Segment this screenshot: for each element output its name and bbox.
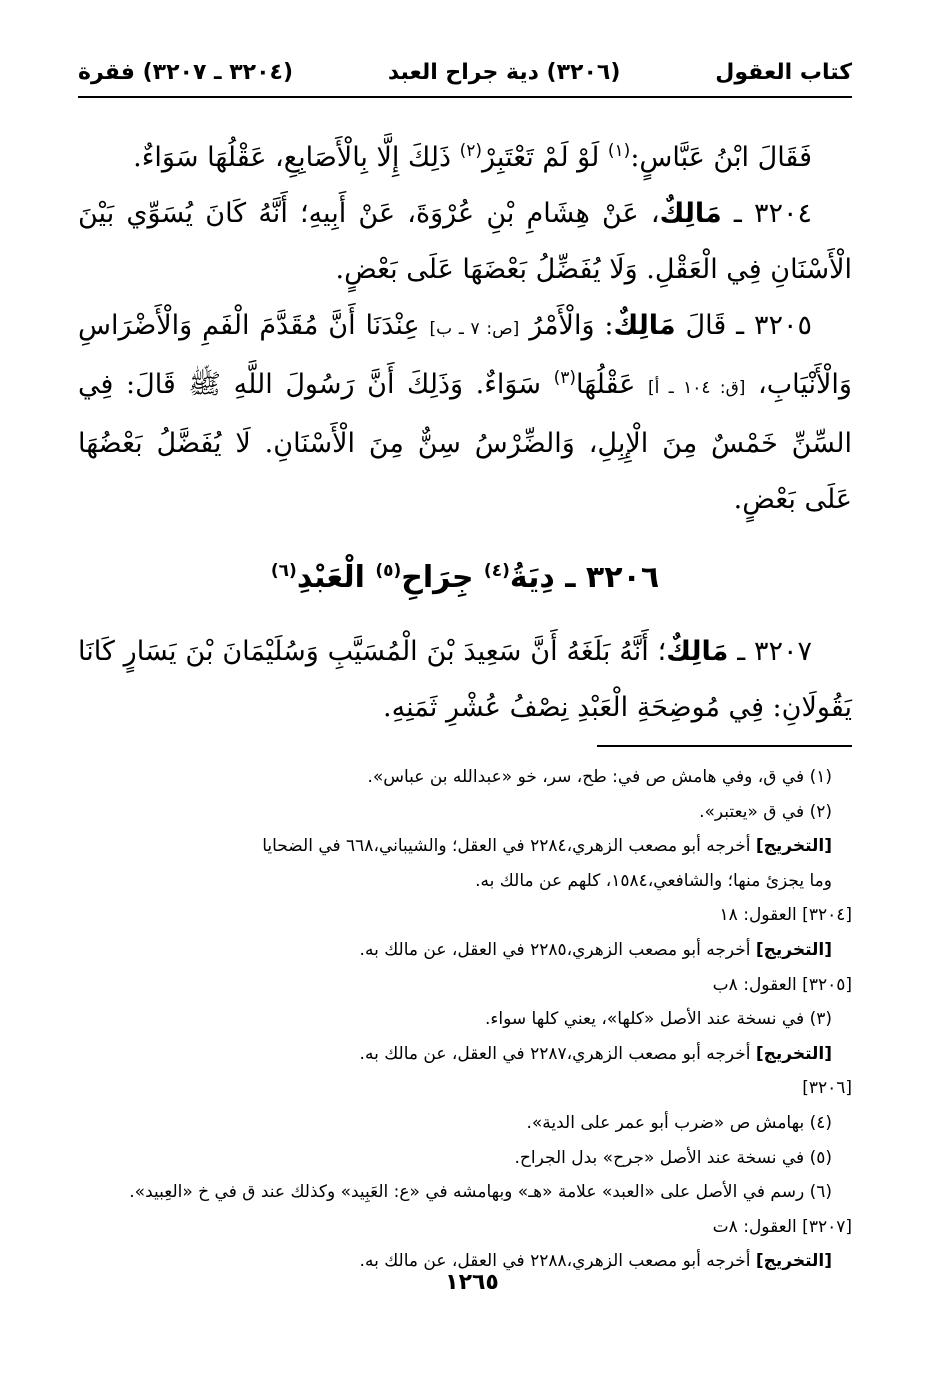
header-rule <box>78 96 852 98</box>
header-paragraph-range: (٣٢٠٤ ـ ٣٢٠٧) فقرة <box>78 59 293 85</box>
footnote-continuation <box>78 864 852 899</box>
footnote-takhrij <box>78 1037 852 1072</box>
footnote-takhrij <box>78 829 852 864</box>
footnote-paragraph-ref <box>78 1210 852 1245</box>
footnotes <box>78 760 852 1279</box>
footnote-note <box>78 1141 852 1176</box>
footnote-takhrij <box>78 933 852 968</box>
manuscript-ref: [ص: ٧ ـ ب] <box>429 319 520 339</box>
narrator-name: مَالِكٌ <box>659 198 722 229</box>
footnote-marker-2: (٢) <box>459 141 483 161</box>
narrator-name: مَالِكٌ <box>613 310 676 341</box>
footnote-marker-1: (١) <box>607 141 631 161</box>
manuscript-ref: [ق: ١٠٤ ـ أ] <box>647 378 746 398</box>
paragraph-3204: ٣٢٠٤ ـ مَالِكٌ، عَنْ هِشَامِ بْنِ عُرْوَةَ، عَنْ أَبِيهِ؛ أَنَّهُ كَانَ يُسَوِّي بَيْنَ الْأَسْنَانِ فِي الْعَقْلِ. وَلَا يُفَضِّلُ بَعْضَهَا عَلَى بَعْضٍ. <box>78 198 852 285</box>
takhrij-label: [التخريج] <box>755 836 832 857</box>
footnote-marker-3: (٣) <box>553 368 576 388</box>
footnote-paragraph-ref <box>78 1071 852 1106</box>
header-chapter-title: (٣٢٠٦) دية جراح العبد <box>387 59 621 85</box>
footnote-separator <box>597 745 852 747</box>
takhrij-label: [التخريج] <box>755 1251 832 1272</box>
footnote-text: (٥) في نسخة عند الأصل «جرح» بدل الجراح. <box>514 1147 832 1168</box>
footnote-note <box>78 795 852 830</box>
footnote-text: أخرجه أبو مصعب الزهري،٢٢٨٥ في العقل، عن مالك به. <box>359 939 756 960</box>
footnote-marker-6: (٦) <box>270 561 297 581</box>
footnote-text: [٣٢٠٦] <box>802 1078 852 1099</box>
hadith-number: ٣٢٠٥ ـ <box>736 310 812 341</box>
footnote-note <box>78 1106 852 1141</box>
hadith-number: ٣٢٠٤ ـ <box>733 198 812 229</box>
footnote-text: وما يجزئ منها؛ والشافعي،١٥٨٤، كلهم عن مالك به. <box>475 870 832 891</box>
footnote-marker-4: (٤) <box>483 561 510 581</box>
footnote-text: [٣٢٠٤] العقول: ١٨ <box>719 905 852 926</box>
hadith-number: ٣٢٠٧ ـ <box>737 636 812 667</box>
footnote-marker-5: (٥) <box>375 561 402 581</box>
footnote-paragraph-ref <box>78 968 852 1003</box>
footnote-text: (١) في ق، وفي هامش ص في: طح، سر، خو «عبدالله بن عباس». <box>367 767 832 787</box>
takhrij-label: [التخريج] <box>755 1043 832 1064</box>
paragraph-3207: ٣٢٠٧ ـ مَالِكٌ؛ أَنَّهُ بَلَغَهُ أَنَّ سَعِيدَ بْنَ الْمُسَيَّبِ وَسُلَيْمَانَ بْنَ يَسَارٍ كَانَا يَقُولَانِ: فِي مُوضِحَةِ الْعَبْدِ نِصْفُ عُشْرِ ثَمَنِهِ. <box>78 636 852 723</box>
footnote-note <box>78 1002 852 1037</box>
narrator-name: مَالِكٌ <box>666 636 729 667</box>
footnote-text: (٦) رسم في الأصل على «العبد» علامة «هـ» وبهامشه في «ع: العَبِيد» وكذلك عند ق في خ «العِبيد». <box>129 1182 832 1203</box>
footnote-note <box>78 760 852 795</box>
footnote-text: (٢) في ق «يعتبر». <box>699 801 832 822</box>
footnote-text: (٤) بهامش ص «ضرب أبو عمر على الدية». <box>526 1112 832 1133</box>
section-heading-3206: ٣٢٠٦ ـ دِيَةُ$^{(٤)}$ جِرَاحِ$^{(٥)}$ الْعَبْدِ$^{(٦)}$ <box>270 560 660 595</box>
footnote-paragraph-ref <box>78 898 852 933</box>
takhrij-label: [التخريج] <box>755 939 832 960</box>
paragraph-3205: ٣٢٠٥ ـ قَالَ مَالِكٌ: وَالْأَمْرُ [ص: ٧ ـ ب] عِنْدَنَا أَنَّ مُقَدَّمَ الْفَمِ وَالْأَضْرَاسِ وَالْأَنْيَابِ، [ق: ١٠٤ ـ أ] عَقْلُهَا$^{(٣)}$ سَوَاءٌ. وَذَلِكَ أَنَّ رَسُولَ اللَّهِ ﷺ قَالَ: فِي السِّنِّ خَمْسٌ مِنَ الْإِبِلِ، وَالضِّرْسُ سِنٌّ مِنَ الْأَسْنَانِ. لَا يُفَضَّلُ بَعْضُهَا عَلَى بَعْضٍ. <box>78 310 852 515</box>
footnote-text: [٣٢٠٧] العقول: ٨ت <box>712 1216 852 1237</box>
footnote-text: أخرجه أبو مصعب الزهري،٢٢٨٤ في العقل؛ والشيباني،٦٦٨ في الضحايا <box>262 836 756 857</box>
page-number: ١٢٦٥ <box>445 1270 499 1295</box>
footnote-text: (٣) في نسخة عند الأصل «كلها»، يعني كلها سواء. <box>485 1009 832 1030</box>
footnote-text: [٣٢٠٥] العقول: ٨ب <box>712 974 852 995</box>
footnote-text: أخرجه أبو مصعب الزهري،٢٢٨٨ في العقل، عن مالك به. <box>359 1251 756 1272</box>
footnote-note <box>78 1175 852 1210</box>
paragraph-ibn-abbas: فَقَالَ ابْنُ عَبَّاسٍ:$^{(١)}$ لَوْ لَمْ تَعْتَبِرْ$^{(٢)}$ ذَلِكَ إِلَّا بِالْأَصَابِعِ، عَقْلُهَا سَوَاءٌ. <box>133 141 812 173</box>
footnote-text: أخرجه أبو مصعب الزهري،٢٢٨٧ في العقل، عن مالك به. <box>359 1043 756 1064</box>
running-header <box>78 54 852 90</box>
header-book-title: كتاب العقول <box>715 59 852 85</box>
main-text <box>78 130 852 736</box>
